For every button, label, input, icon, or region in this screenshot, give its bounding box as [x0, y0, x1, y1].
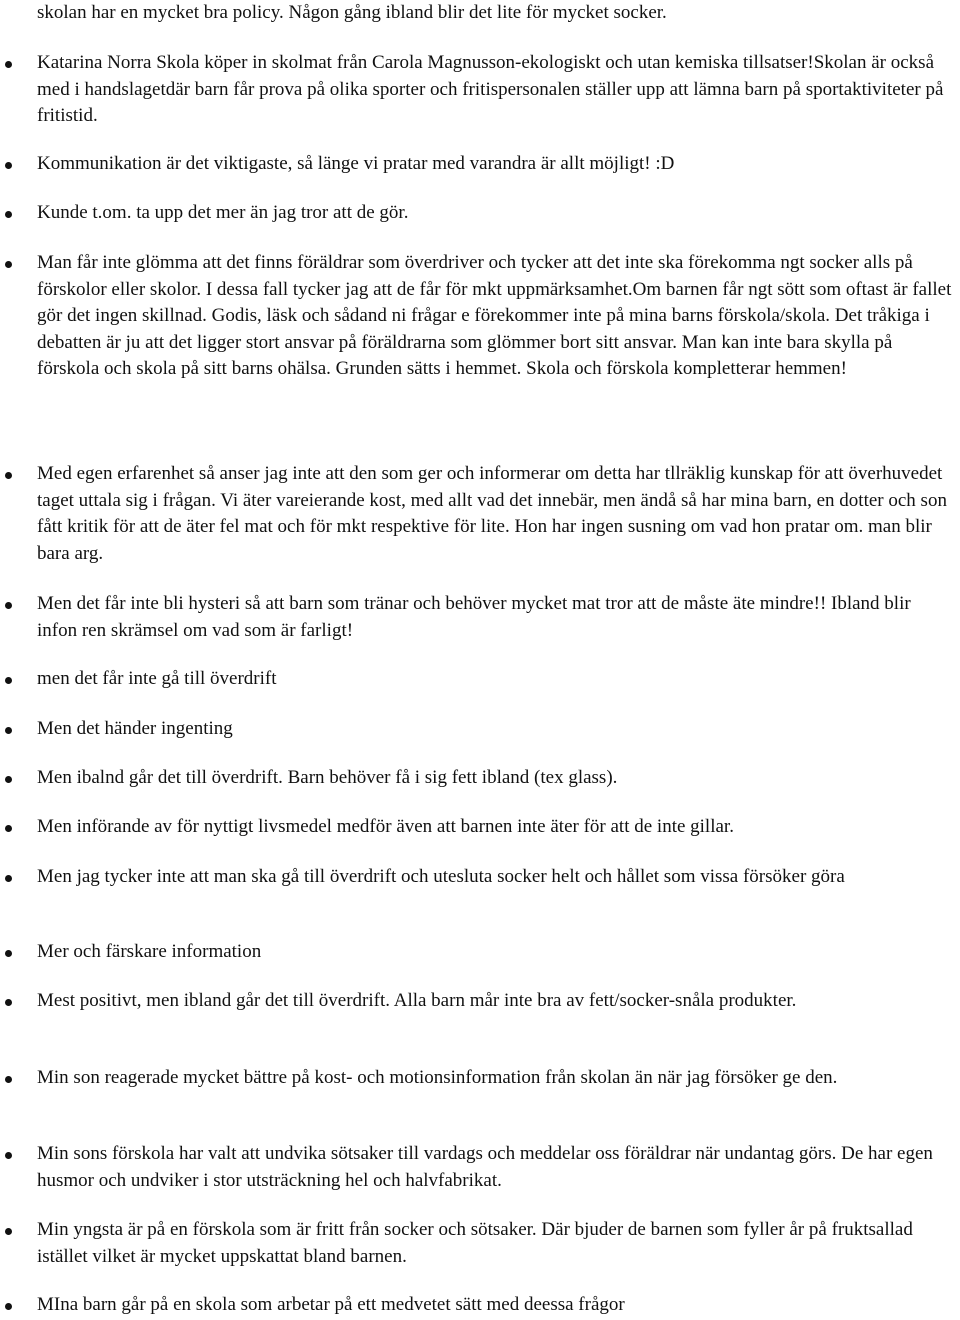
list-item-text: Med egen erfarenhet så anser jag inte att den som ger och informerar om detta har tllräklig kunskap för att överhuvedet taget uttala sig i frågan. Vi äter vareierande kost, med allt vad det innebär, men ändå så har mina barn, en dotter och son fått kritik för att de äter fel mat och för mkt respektive för lite. Hon har ingen susning om vad hon pratar om. man blir bara arg. [37, 463, 947, 564]
bullet-icon [5, 999, 12, 1006]
list-item [37, 50, 955, 130]
list-item [37, 814, 955, 841]
list-item-text: Men jag tycker inte att man ska gå till överdrift och utesluta socker helt och hållet som vissa försöker göra [37, 866, 845, 887]
list-item [37, 151, 955, 178]
list-item-text: Min yngsta är på en förskola som är fritt från socker och sötsaker. Där bjuder de barnen som fyller år på fruktsallad istället vilket är mycket uppskattat bland barnen. [37, 1219, 913, 1267]
list-item [37, 864, 955, 891]
bullet-icon [5, 261, 12, 268]
bullet-icon [5, 950, 12, 957]
bullet-icon [5, 602, 12, 609]
bullet-icon [5, 677, 12, 684]
list-item [37, 716, 955, 743]
list-item [37, 1292, 955, 1319]
list-item [37, 461, 955, 567]
bullet-icon [5, 211, 12, 218]
list-item-text: Men det händer ingenting [37, 718, 233, 739]
list-item-text: Min sons förskola har valt att undvika sötsaker till vardags och meddelar oss föräldrar när undantag görs. De har egen husmor och undviker i stor utsträckning hel och halvfabrikat. [37, 1143, 933, 1191]
bullet-icon [5, 472, 12, 479]
list-item [37, 939, 955, 966]
list-item-text: Min son reagerade mycket bättre på kost- och motionsinformation från skolan än när jag försöker ge den. [37, 1067, 838, 1088]
list-item [37, 200, 955, 227]
continued-paragraph: skolan har en mycket bra policy. Någon gång ibland blir det lite för mycket socker. [37, 2, 667, 23]
list-item-text: Men införande av för nyttigt livsmedel medför även att barnen inte äter för att de inte gillar. [37, 816, 734, 837]
bullet-icon [5, 776, 12, 783]
list-item [37, 1217, 955, 1270]
list-item [37, 591, 955, 644]
list-item-text: Man får inte glömma att det finns föräldrar som överdriver och tycker att det inte ska förekomma ngt socker alls på förskolor eller skolor. I dessa fall tycker jag att de får för mkt uppmärksamhet.Om barnen får ngt sött som oftast är fallet gör det ingen skillnad. Godis, läsk och sådand ni frågar e förekommer inte på mina barns förskola/skola. Det tråkiga i debatten är ju att det ligger stort ansvar på föräldrarna som glömmer bort sitt ansvar. Man kan inte bara skylla på förskola och skola på sitt barns ohälsa. Grunden sätts i hemmet. Skola och förskola kompletterar hemmen! [37, 252, 952, 379]
bullet-icon [5, 162, 12, 169]
list-item [37, 250, 955, 383]
list-item-text: Katarina Norra Skola köper in skolmat från Carola Magnusson-ekologiskt och utan kemiska tillsatser!Skolan är också med i handslagetdär barn får prova på olika sporter och fritispersonalen ställer upp att lämna barn på sportaktiviteter på fritistid. [37, 52, 944, 126]
list-item [37, 666, 955, 693]
bullet-icon [5, 1228, 12, 1235]
list-item [37, 1141, 955, 1194]
list-item-text: Kunde t.om. ta upp det mer än jag tror att de gör. [37, 202, 409, 223]
bullet-icon [5, 1303, 12, 1310]
bullet-icon [5, 1152, 12, 1159]
bullet-icon [5, 727, 12, 734]
list-item-text: men det får inte gå till överdrift [37, 668, 277, 689]
bullet-icon [5, 875, 12, 882]
list-item [37, 988, 955, 1015]
bullet-icon [5, 825, 12, 832]
list-item-text: Mest positivt, men ibland går det till överdrift. Alla barn mår inte bra av fett/socker-snåla produkter. [37, 990, 797, 1011]
list-item-text: MIna barn går på en skola som arbetar på ett medvetet sätt med deessa frågor [37, 1294, 625, 1315]
bullet-icon [5, 61, 12, 68]
list-item-text: Kommunikation är det viktigaste, så länge vi pratar med varandra är allt möjligt! :D [37, 153, 675, 174]
list-item-text: Mer och färskare information [37, 941, 262, 962]
list-item [37, 1065, 955, 1092]
list-item-text: Men ibalnd går det till överdrift. Barn behöver få i sig fett ibland (tex glass). [37, 767, 618, 788]
list-item [37, 765, 955, 792]
bullet-icon [5, 1076, 12, 1083]
list-item-text: Men det får inte bli hysteri så att barn som tränar och behöver mycket mat tror att de måste äte mindre!! Ibland blir infon ren skrämsel om vad som är farligt! [37, 593, 911, 641]
